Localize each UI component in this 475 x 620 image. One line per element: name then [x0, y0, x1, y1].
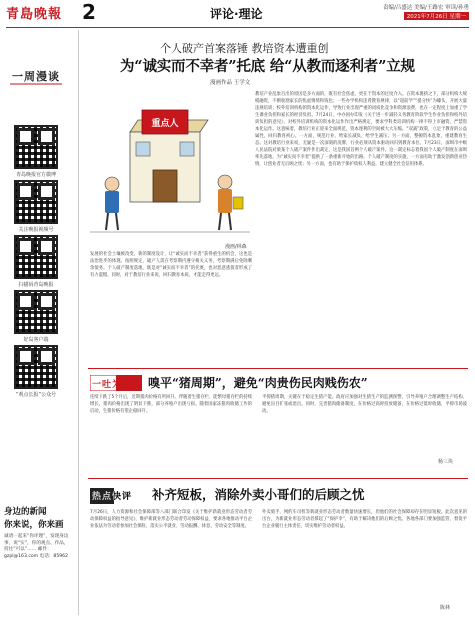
promo-title-2: 你来说，你来画 [4, 520, 64, 530]
article1-byline: 漫画作品 王学文 [210, 80, 251, 86]
sign-text: 重点人 [151, 119, 179, 129]
qr-code-icon [14, 125, 58, 169]
article2-body-right: 平抑猪周期，关键在于稳定生猪产能。政府应加强对生猪生产的监测预警，引导养殖户合理调整生产结构，避免盲目扩张或退出。同时，完善猪肉储备制度，在价格过高时投放储备，在价格过低时收储，平抑市场波动。 [262, 395, 467, 414]
qr-code-icon [14, 345, 58, 389]
article3-body-left: 7月26日，人力资源和社会保障部等八部门联合印发《关于维护新就业形态劳动者劳动保障权益的指导意见》，维护新就业形态劳动者劳动保障权益，要求各地推动平台企业依法为劳动者参加社会保险，落实公平就业、劳动报酬、休息、劳动安全等制度。 [90, 510, 252, 529]
promo-title-1: 身边的新闻 [4, 507, 47, 517]
qr-label: “观点长报”公众号 [15, 392, 57, 398]
article3-tag: 热点快评 [92, 492, 133, 502]
article3-author: 陈林 [440, 605, 451, 611]
page-number: 2 [82, 0, 96, 24]
article3-title: 补齐短板，消除外卖小哥们的后顾之忧 [152, 487, 365, 502]
qr-block-scan[interactable] [11, 235, 61, 288]
column-divider [78, 30, 79, 615]
divider [88, 478, 468, 479]
section-name: 评论·理论 [210, 7, 263, 21]
qr-block-wechat[interactable] [11, 345, 61, 398]
side-promo [4, 505, 70, 561]
article2-tag: 一吐为快 [92, 380, 133, 390]
article1-body-bottom: 发展的社会土壤被改变，新的制度设计，让“诚实而不幸者”获得重生的机会，这也是法治进步的体现。按照规定，破产人需在考察期内遵守相关义务，考察期满后免除剩余债务。个人破产制度落地，既是对“诚实而不幸者”的托底，也对恶意逃债者形成了有力震慑。同时，对于教培行业来说，回归教育本质，才能走得更远。 [90, 252, 252, 278]
yizhou-label: 一周漫谈 [12, 70, 60, 83]
masthead [0, 0, 475, 28]
qr-block-video[interactable] [11, 180, 61, 233]
divider [88, 368, 468, 369]
qr-label: 关注晚报视频号 [18, 227, 54, 233]
qr-label: 扫描码青岛晚报 [18, 282, 54, 288]
qr-code-icon [14, 235, 58, 279]
qr-block-app[interactable] [11, 290, 61, 343]
top-rule [6, 27, 469, 28]
article2-body-left: 连续下跌了5个月后，近期猪肉价格有所回升。伴随着生猪存栏、能繁母猪存栏的持续增长，猪肉价格出现了明显下跌，部分养殖户出现亏损。随着国家冻猪肉收储工作的启动，生猪价格有望企稳回升。 [90, 395, 252, 414]
qr-label: 好岛客户端 [23, 337, 49, 343]
article2-author: 杨三块 [438, 459, 454, 465]
qr-code-icon [14, 290, 58, 334]
illustration-credit: 漫画/林森 [225, 244, 247, 250]
qr-block-weibo[interactable] [11, 125, 61, 178]
date-line: 2021年7月26日 星期一 [404, 12, 469, 20]
cartoon-illustration [90, 92, 250, 244]
qr-label: 青岛晚报官方微博 [15, 172, 56, 178]
article3-body-right: 外卖骑手、网约车司机等新就业形态劳动者数量快速增长，但他们的社会保障却存在明显短板。此次意见的出台，为新就业形态劳动者撑起了“保护伞”，有助于解决他们的后顾之忧。各地各部门要加强监管，督促平台企业履行主体责任，切实维护劳动者权益。 [262, 510, 467, 529]
article2-title: 嗅平“猪周期”，避免“肉贵伤民肉贱伤农” [148, 376, 368, 390]
article1-kicker: 个人破产首案落锤 教培资本遭重创 [160, 42, 329, 55]
article1-title: 为“诚实而不幸者”托底 给“从教而逐利者”立规 [120, 58, 415, 75]
newspaper-logo: 青島晚報 [6, 7, 63, 22]
qr-code-icon [14, 180, 58, 224]
article1-body-right: 教培产业乱象百出的原因是多方面的，既有社会焦虑，更在于资本的过度介入。在资本裹挟之下，部分机构大规模融资，不断收割家长的焦虑情绪和钱包；一些办学机构违背教育规律，以“超前学”“提分快”为噱头，开展大量违规培训；校外培训机构的资本化运作，导致行业出现严重的同质化竞争和资源浪费，也在一定程度上加重了学生课业负担和家长的经济负担。7月24日，中办国办印发《关于进一步减轻义务教育阶段学生作业负担和校外培训负担的意见》，对校外培训机构的资本化运作作出严格规定，要求学科类培训机构一律不得上市融资，严禁资本化运作。这意味着，教培行业正迎来全面规范，资本逐利的空间被大大压缩。“双减”政策，立足于教育的公益属性，回归教育初心。一方面，规范行业，给家长减负、给学生减压；另一方面，整顿资本乱象，重建教育生态。这对教培行业来说，无疑是一次深刻的洗牌，行业必须从资本驱动回归到教育本位。7月23日，深圳市中级人民法院对梁某个人破产案件作出裁定，这是我国首例个人破产案件。这一裁定标志着我国个人破产制度在深圳率先落地，为“诚实而不幸者”提供了一条重新开始的出路。个人破产制度的实施，一方面有助于激发创新创业热情，让创业者无后顾之忧；另一方面，也有助于保护债权人利益，建立健全社会信用体系。 [255, 92, 467, 167]
promo-body: 诚请一起来“你评理”，发现身边事，说“实”，你的观点、作品，投往“可以”…… 邮件：gzpl@163.com 电话：85962 [4, 534, 69, 559]
editor-line: 责编/吕盛达 美编/王路宏 审读/孙勇 [382, 5, 469, 11]
